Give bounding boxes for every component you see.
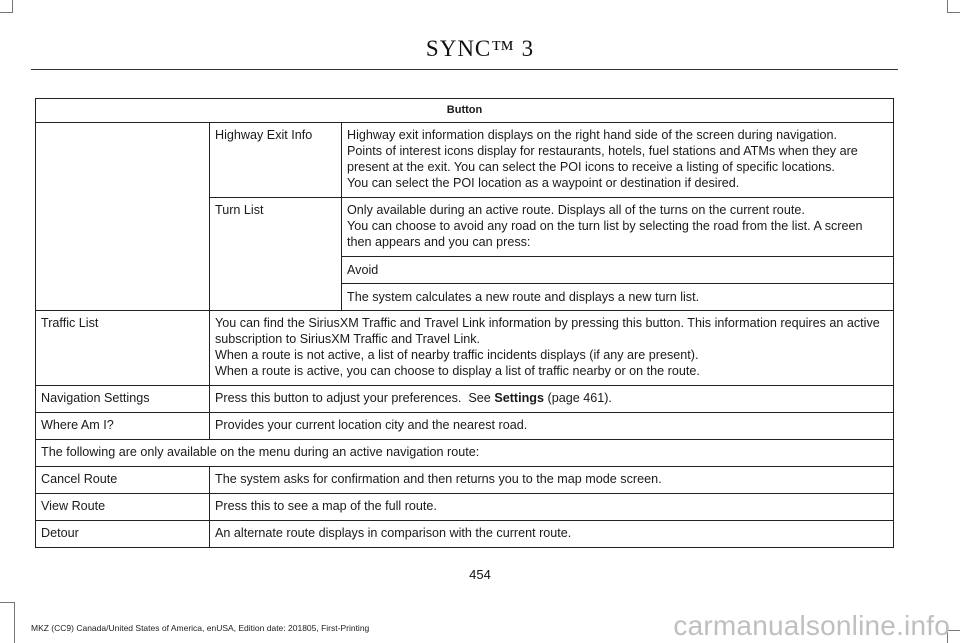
row-desc-cancel-route: The system asks for confirmation and then returns you to the map mode screen. <box>210 467 894 494</box>
row-desc-detour: An alternate route displays in comparison with the current route. <box>210 521 894 548</box>
desc-line: You can choose to avoid any road on the turn list by selecting the road from the list. A screen then appears and you can press: <box>347 219 863 249</box>
desc-line: You can find the SiriusXM Traffic and Travel Link information by pressing this button. This information requires an active subscription to SiriusXM Traffic and Travel Link. <box>215 316 880 346</box>
row-desc-nav-settings <box>210 386 894 413</box>
desc-line: When a route is not active, a list of nearby traffic incidents displays (if any are present). <box>215 348 699 362</box>
avoid-desc: The system calculates a new route and displays a new turn list. <box>342 284 894 311</box>
crop-mark-top-right <box>947 0 960 13</box>
watermark: carmanualsonline.info <box>673 610 950 641</box>
header-divider <box>31 69 898 70</box>
desc-line: You can select the POI location as a waypoint or destination if desired. <box>347 176 740 190</box>
button-table <box>35 98 894 548</box>
row-desc-where-am-i: Provides your current location city and the nearest road. <box>210 413 894 440</box>
desc-line: When a route is active, you can choose to display a list of traffic nearby or on the route. <box>215 364 700 378</box>
row-desc-turn-list <box>342 198 894 257</box>
table-row <box>36 311 894 386</box>
table-header-row <box>36 99 894 123</box>
table-row <box>36 467 894 494</box>
edition-footer: MKZ (CC9) Canada/United States of America, enUSA, Edition date: 201805, First-Printing <box>31 623 370 633</box>
row-desc-view-route: Press this to see a map of the full route. <box>210 494 894 521</box>
table-row <box>36 123 894 198</box>
desc-line: Highway exit information displays on the right hand side of the screen during navigation. <box>347 128 838 142</box>
empty-cell <box>36 123 210 311</box>
desc-line: Only available during an active route. Displays all of the turns on the current route. <box>347 203 805 217</box>
table-row <box>36 521 894 548</box>
crop-mark-top-left <box>0 0 13 13</box>
settings-link[interactable]: Settings <box>494 391 545 405</box>
row-label-highway-exit: Highway Exit Info <box>210 123 342 198</box>
table-row <box>36 494 894 521</box>
page-title: SYNC™ 3 <box>425 36 535 61</box>
row-label-traffic-list: Traffic List <box>36 311 210 386</box>
desc-text: Press this button to adjust your preferences. See <box>215 391 495 405</box>
row-desc-highway-exit <box>342 123 894 198</box>
desc-line: Points of interest icons display for restaurants, hotels, fuel stations and ATMs when they are present at the exit. You can select the POI icons to receive a listing of specific locations. <box>347 144 858 174</box>
row-label-detour: Detour <box>36 521 210 548</box>
table-row <box>36 386 894 413</box>
row-label-nav-settings: Navigation Settings <box>36 386 210 413</box>
active-route-note: The following are only available on the menu during an active navigation route: <box>36 440 894 467</box>
avoid-label: Avoid <box>342 257 894 284</box>
page-number: 454 <box>469 567 491 582</box>
table-row <box>36 413 894 440</box>
row-label-where-am-i: Where Am I? <box>36 413 210 440</box>
row-desc-traffic-list <box>210 311 894 386</box>
row-label-view-route: View Route <box>36 494 210 521</box>
row-label-turn-list: Turn List <box>210 198 342 311</box>
crop-mark-bottom-left <box>0 602 15 643</box>
row-label-cancel-route: Cancel Route <box>36 467 210 494</box>
table-row <box>36 440 894 467</box>
desc-text: (page 461). <box>544 391 612 405</box>
table-header: Button <box>36 99 894 123</box>
